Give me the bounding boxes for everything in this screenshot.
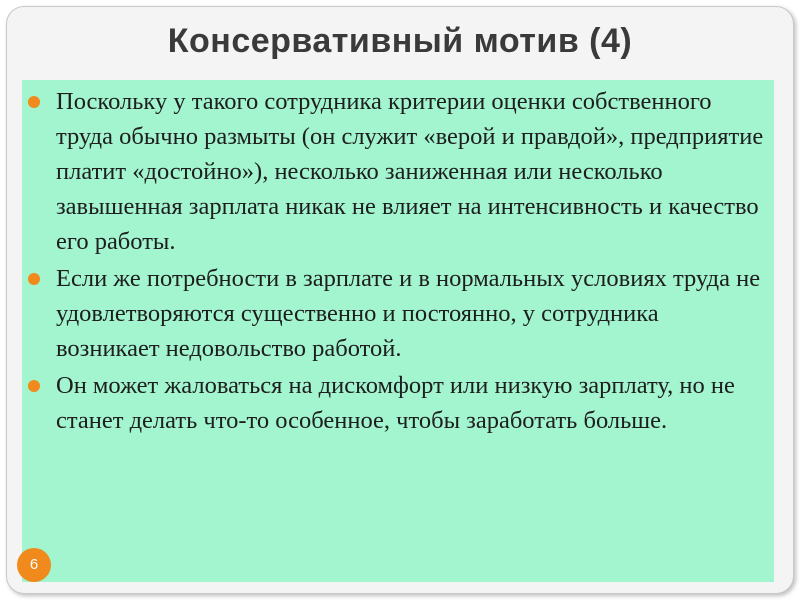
bullet-item [22, 84, 774, 259]
bullet-item [22, 261, 774, 366]
bullet-dot-icon [28, 273, 40, 285]
bullet-text: Если же потребности в зарплате и в нормальных условиях труда не удовлетворяются существенно и постоянно, у сотрудника возникает недовольство работой. [56, 265, 761, 362]
bullet-text: Он может жаловаться на дискомфорт или низкую зарплату, но не станет делать что-то особенное, чтобы заработать больше. [56, 372, 735, 434]
bullet-item [22, 368, 774, 438]
page-number-badge: 6 [17, 548, 51, 582]
bullet-list [22, 84, 774, 440]
bullet-text: Поскольку у такого сотрудника критерии оценки собственного труда обычно размыты (он служит «верой и правдой», предприятие платит «достойно»), несколько заниженная или несколько завышенная зарплата никак не влияет на интенсивность и качество его работы. [56, 88, 764, 255]
content-panel [22, 80, 774, 582]
bullet-dot-icon [28, 380, 40, 392]
slide-title: Консервативный мотив (4) [167, 22, 633, 60]
bullet-dot-icon [28, 96, 40, 108]
